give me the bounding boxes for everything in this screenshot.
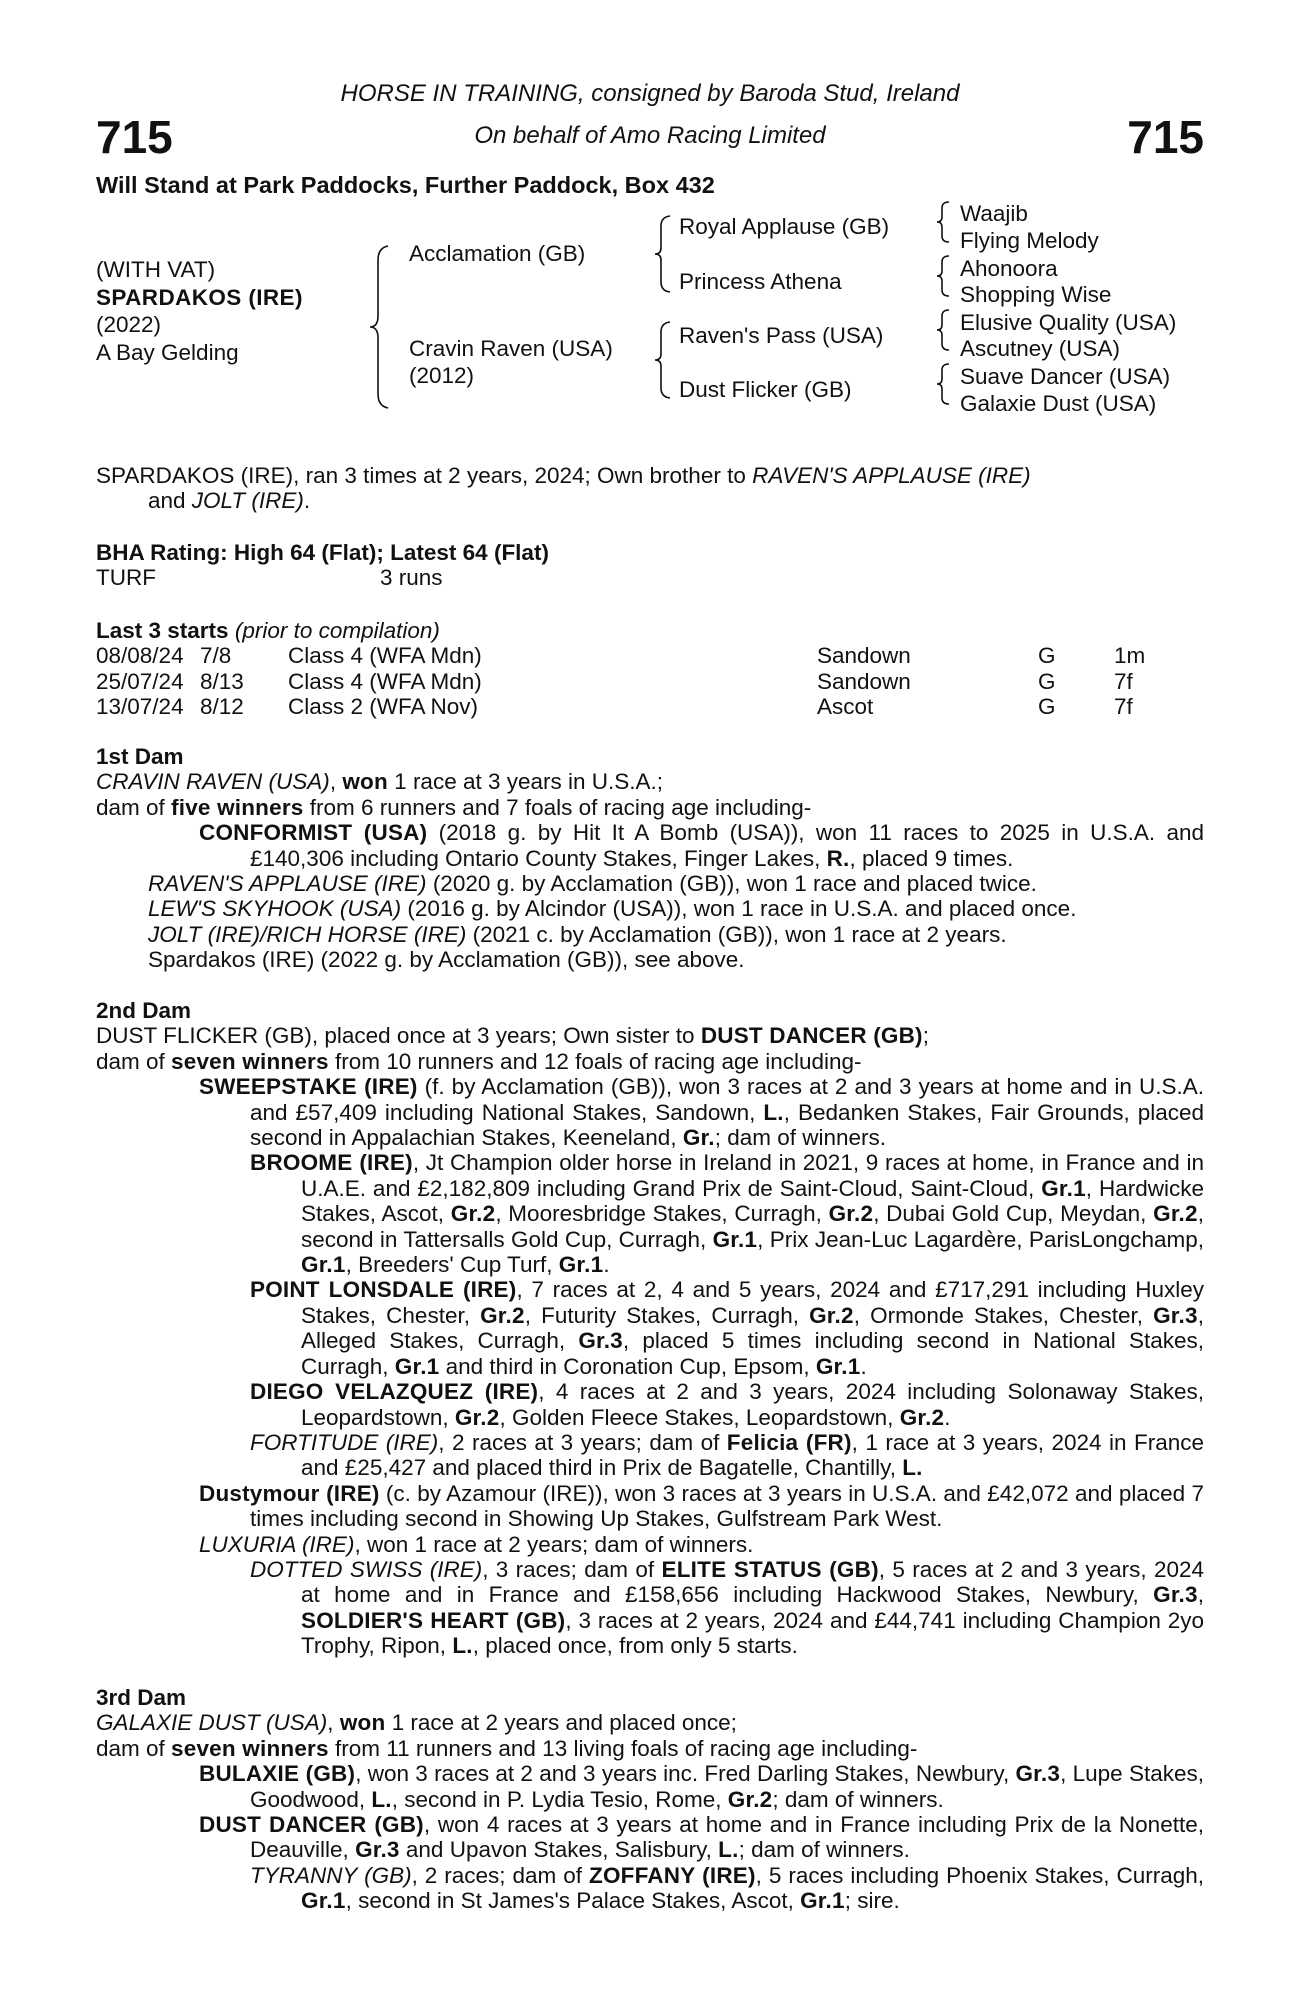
progeny-luxuria: LUXURIA (IRE), won 1 race at 2 years; dam of winners. — [199, 1531, 754, 1557]
third-dam-line1: GALAXIE DUST (USA), won 1 race at 2 years and placed once; — [96, 1710, 737, 1736]
second-dam-title: 2nd Dam — [96, 998, 192, 1023]
pedigree-dam-sire: Raven's Pass (USA) — [679, 323, 884, 348]
rating-title: BHA Rating: High 64 (Flat); Latest 64 (Flat) — [96, 540, 549, 565]
location-line: Will Stand at Park Paddocks, Further Paddock, Box 432 — [96, 172, 715, 198]
first-dam-section — [96, 744, 1204, 973]
pedigree-brace-dd — [934, 362, 954, 406]
pedigree-sss: Waajib — [960, 201, 1028, 226]
summary-section — [96, 463, 1204, 514]
rating-runs: 3 runs — [380, 565, 443, 591]
pedigree-sds: Ahonoora — [960, 256, 1058, 281]
lot-number-right: 715 — [1127, 111, 1204, 163]
third-dam-line2: dam of seven winners from 11 runners and 13 living foals of racing age including- — [96, 1735, 918, 1761]
pedigree-sire-dam: Princess Athena — [679, 269, 842, 294]
pedigree-ddd: Galaxie Dust (USA) — [960, 391, 1157, 416]
progeny-jolt: JOLT (IRE)/RICH HORSE (IRE) (2021 c. by Acclamation (GB)), won 1 race at 2 years. — [148, 921, 1007, 947]
catalogue-page — [96, 0, 1204, 2000]
progeny-conformist: CONFORMIST (USA) (2018 g. by Hit It A Bomb (USA)), won 11 races to 2025 in U.S.A. and £140,306 including Ontario County Stakes, Finger Lakes, R., placed 9 times. — [199, 820, 1204, 871]
pedigree-dam-year: (2012) — [409, 363, 475, 388]
pedigree-brace-ds — [934, 308, 954, 352]
progeny-dustymour: Dustymour (IRE) (c. by Azamour (IRE)), won 3 races at 3 years in U.S.A. and £42,072 and placed 7 times including second in Showing Up Stakes, Gulfstream Park West. — [199, 1480, 1204, 1532]
horse-identity — [96, 256, 303, 366]
progeny-diego-velazquez: DIEGO VELAZQUEZ (IRE), 4 races at 2 and 3 years, 2024 including Solonaway Stakes, Leopardstown, Gr.2, Golden Fleece Stakes, Leopardstown, Gr.2. — [250, 1379, 1204, 1430]
pedigree-sire: Acclamation (GB) — [409, 241, 586, 266]
last-starts-section — [96, 618, 1204, 720]
on-behalf-line: On behalf of Amo Racing Limited — [474, 122, 826, 149]
pedigree-brace-sire — [652, 214, 676, 294]
second-dam-line2: dam of seven winners from 10 runners and 12 foals of racing age including- — [96, 1048, 862, 1074]
pedigree-brace-main — [366, 244, 396, 410]
progeny-dust-dancer: DUST DANCER (GB), won 4 races at 3 years at home and in France including Prix de la Nonette, Deauville, Gr.3 and Upavon Stakes, Salisbury, L.; dam of winners. — [199, 1812, 1204, 1863]
pedigree-dds: Suave Dancer (USA) — [960, 364, 1171, 389]
start-row: 08/08/24 7/8 Class 4 (WFA Mdn) Sandown G 1m — [96, 643, 1146, 669]
progeny-ravens-applause: RAVEN'S APPLAUSE (IRE) (2020 g. by Acclamation (GB)), won 1 race and placed twice. — [148, 871, 1037, 897]
pedigree-brace-sd — [934, 254, 954, 298]
progeny-spardakos: Spardakos (IRE) (2022 g. by Acclamation (GB)), see above. — [148, 947, 745, 973]
progeny-dotted-swiss: DOTTED SWISS (IRE), 3 races; dam of ELITE STATUS (GB), 5 races at 2 and 3 years, 2024 at home and in France and £158,656 including Hackwood Stakes, Newbury, Gr.3, SOLDIER'S HEART (GB), 3 races at 2 years, 2024 and £44,741 including Champion 2yo Trophy, Ripon, L., placed once, from only 5 starts. — [250, 1556, 1205, 1659]
horse-description: A Bay Gelding — [96, 339, 239, 365]
first-dam-line1: CRAVIN RAVEN (USA), won 1 race at 3 years in U.S.A.; — [96, 769, 664, 795]
pedigree-sdd: Shopping Wise — [960, 282, 1112, 307]
horse-name: SPARDAKOS (IRE) — [96, 284, 303, 310]
pedigree-brace-ss — [934, 200, 954, 244]
start-row: 25/07/24 8/13 Class 4 (WFA Mdn) Sandown G 7f — [96, 668, 1133, 694]
second-dam-section — [96, 998, 1204, 1659]
horse-year: (2022) — [96, 312, 162, 337]
consignor-line: HORSE IN TRAINING, consigned by Baroda Stud, Ireland — [340, 80, 960, 107]
pedigree-dsd: Ascutney (USA) — [960, 336, 1121, 361]
progeny-fortitude: FORTITUDE (IRE), 2 races at 3 years; dam of Felicia (FR), 1 race at 3 years, 2024 in France and £25,427 and placed third in Prix de Bagatelle, Chantilly, L. — [250, 1429, 1204, 1481]
progeny-broome: BROOME (IRE), Jt Champion older horse in Ireland in 2021, 9 races at home, in France and in U.A.E. and £2,182,809 including Grand Prix de Saint-Cloud, Saint-Cloud, Gr.1, Hardwicke Stakes, Ascot, Gr.2, Mooresbridge Stakes, Curragh, Gr.2, Dubai Gold Cup, Meydan, Gr.2, second in Tattersalls Gold Cup, Curragh, Gr.1, Prix Jean-Luc Lagardère, ParisLongchamp, Gr.1, Breeders' Cup Turf, Gr.1. — [250, 1150, 1204, 1278]
summary-line2: and JOLT (IRE). — [148, 488, 311, 514]
second-dam-line1: DUST FLICKER (GB), placed once at 3 years; Own sister to DUST DANCER (GB); — [96, 1023, 930, 1049]
progeny-bulaxie: BULAXIE (GB), won 3 races at 2 and 3 years inc. Fred Darling Stakes, Newbury, Gr.3, Lupe Stakes, Goodwood, L., second in P. Lydia Tesio, Rome, Gr.2; dam of winners. — [199, 1761, 1204, 1812]
start-row: 13/07/24 8/12 Class 2 (WFA Nov) Ascot G 7f — [96, 694, 1133, 720]
pedigree-brace-dam — [652, 320, 676, 400]
pedigree-ssd: Flying Melody — [960, 228, 1099, 253]
summary-line1: SPARDAKOS (IRE), ran 3 times at 2 years, 2024; Own brother to RAVEN'S APPLAUSE (IRE) — [96, 463, 1031, 488]
pedigree-dam: Cravin Raven (USA) — [409, 336, 613, 361]
last-starts-heading: Last 3 starts (prior to compilation) — [96, 618, 440, 643]
progeny-tyranny: TYRANNY (GB), 2 races; dam of ZOFFANY (IRE), 5 races including Phoenix Stakes, Curragh, Gr.1, second in St James's Palace Stakes, Ascot, Gr.1; sire. — [250, 1862, 1204, 1914]
rating-surface-row — [96, 565, 1204, 590]
first-dam-line2: dam of five winners from 6 runners and 7 foals of racing age including- — [96, 794, 812, 820]
rating-section — [96, 540, 1204, 590]
progeny-sweepstake: SWEEPSTAKE (IRE) (f. by Acclamation (GB)), won 3 races at 2 and 3 years at home and in U.S.A. and £57,409 including National Stakes, Sandown, L., Bedanken Stakes, Fair Grounds, placed second in Appalachian Stakes, Keeneland, Gr.; dam of winners. — [199, 1074, 1204, 1151]
third-dam-title: 3rd Dam — [96, 1685, 187, 1710]
first-dam-title: 1st Dam — [96, 744, 184, 769]
pedigree-dss: Elusive Quality (USA) — [960, 310, 1177, 335]
third-dam-section — [96, 1685, 1204, 1914]
rating-surface: TURF — [96, 565, 156, 591]
progeny-point-lonsdale: POINT LONSDALE (IRE), 7 races at 2, 4 and 5 years, 2024 and £717,291 including Huxley Stakes, Chester, Gr.2, Futurity Stakes, Curragh, Gr.2, Ormonde Stakes, Chester, Gr.3, Alleged Stakes, Curragh, Gr.3, placed 5 times including second in National Stakes, Curragh, Gr.1 and third in Coronation Cup, Epsom, Gr.1. — [250, 1277, 1204, 1379]
progeny-lews-skyhook: LEW'S SKYHOOK (USA) (2016 g. by Alcindor (USA)), won 1 race in U.S.A. and placed once. — [148, 896, 1077, 922]
pedigree-dam-dam: Dust Flicker (GB) — [679, 377, 852, 402]
lot-number-left: 715 — [96, 111, 173, 163]
vat-label: (WITH VAT) — [96, 257, 216, 282]
pedigree-sire-sire: Royal Applause (GB) — [679, 214, 890, 239]
